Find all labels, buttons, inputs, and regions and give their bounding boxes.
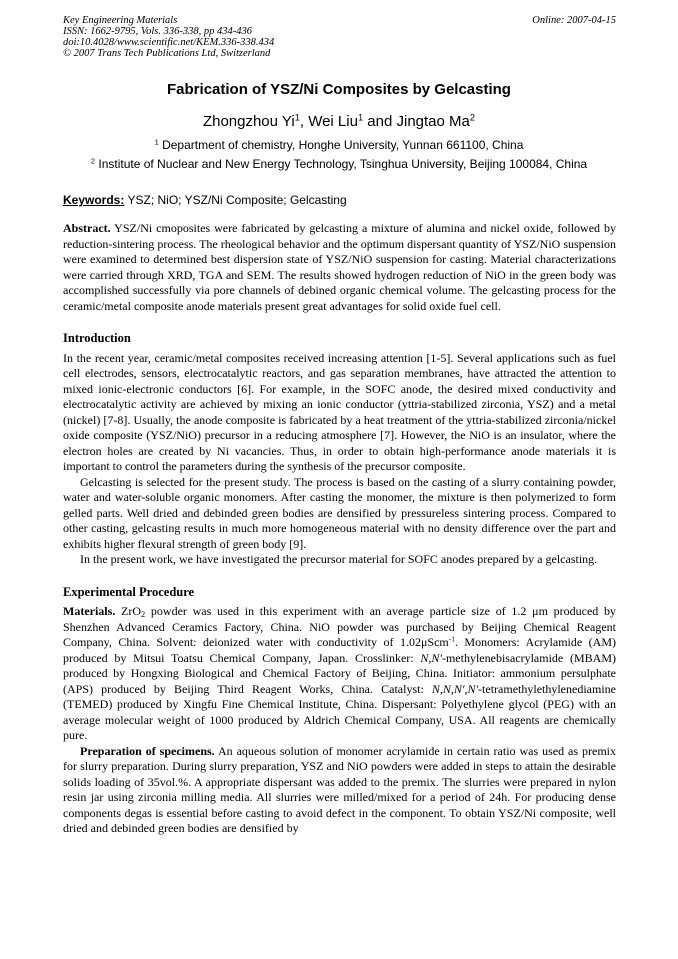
abstract: [63, 221, 616, 314]
abstract-text: YSZ/Ni cmoposites were fabricated by gelcasting a mixture of alumina and nickel oxide, followed by reduction-sintering process. The rheological behavior and the optimum dispersant quantity of YSZ/NiO suspension were examined to determined best dispersion state of YSZ/NiO suspension for casting. Material characterizations were carried through XRD, TGA and SEM. The results showed hydrogen reduction of NiO in the green body was accomplished successfully via pore channels of debined organic chemical volume. The gelcasting process for the ceramic/metal composite anode materials present great advantages for solid oxide fuel cell.: [63, 221, 616, 313]
paper-title: Fabrication of YSZ/Ni Composites by Gelcasting: [167, 81, 511, 98]
intro-paragraph: Gelcasting is selected for the present study. The process is based on the casting of a slurry containing powder, water and water-soluble organic monomers. After casting the monomer, the mixture is then polymerized to form gelled parts. Well dried and debinded green bodies are densified by pressureless sintering process. Compared to other casting, gelcasting results in much more homogeneous material with no density difference over the part and exhibits higher flexural strength of green body [9].: [63, 474, 616, 551]
journal-name: Key Engineering Materials: [63, 15, 178, 26]
issn-line: ISSN: 1662-9795, Vols. 336-338, pp 434-436: [63, 26, 252, 37]
preparation-paragraph: [63, 744, 616, 837]
online-date: Online: 2007-04-15: [532, 15, 616, 26]
materials-text: -methylenebisacrylamide (MBAM) produced by Hongxing Biological and Chemical Factory of Beijing, China. Initiator: ammonium persulphate (APS) produced by Beijing Third Reagent Works, China. Catalyst:: [63, 650, 616, 696]
intro-paragraph: In the recent year, ceramic/metal composites received increasing attention [1-5]. Several applications such as fuel cell electrodes, sensors, electrocatalytic reactors, and gas separation membranes, have attracted the attention to mixed ionic-electronic conductors [6]. For example, in the SOFC anode, the desired mixed conductivity and electrocatalytic activity are achieved by mixing an ionic conductor (yttria-stabilized zirconia, YSZ) and a metal (nickel) [7-8]. Usually, the anode composite is fabricated by a heat treatment of the yttria-stabilized zirconia/nickel oxide composite (YSZ/NiO) precursor in a reducing atmosphere [7]. However, the NiO is an insulator, where the electron holes are created by Ni vacancies. Thus, in order to obtain high-performance anode materials it is important to control the parameters during the synthesis of the precursor composite.: [63, 350, 616, 473]
author-separator: and: [363, 113, 397, 130]
preparation-label: Preparation of specimens.: [80, 743, 215, 758]
keywords-text: YSZ; NiO; YSZ/Ni Composite; Gelcasting: [124, 193, 347, 207]
author-separator: ,: [299, 113, 309, 130]
keywords-colon: :: [120, 193, 125, 207]
affiliation-mark: 1: [294, 112, 300, 123]
affiliation-text: Department of chemistry, Honghe University, Yunnan 661100, China: [162, 138, 524, 152]
preparation-text: An aqueous solution of monomer acrylamide in certain ratio was used as premix for slurry preparation. During slurry preparation, YSZ and NiO powders were added in steps to attain the desirable solids loading of 35vol.%. A appropriate dispersant was added to the premix. The slurries were prepared in nylon resin jar using zirconia milling media. All slurries were milled/mixed for a period of 24h. For producing dense components degas is essential before casting to avoid defect in the component. To obtain YSZ/Ni composite, well dried and debinded green bodies are densified by: [63, 743, 617, 835]
copyright-line: © 2007 Trans Tech Publications Ltd, Switzerland: [63, 48, 271, 59]
abstract-label: Abstract.: [63, 221, 111, 235]
author-name: Zhongzhou Yi: [202, 113, 295, 130]
affiliation-1: [0, 138, 678, 152]
materials-text: -tetramethylethylenediamine (TEMED) produced by Xingfu Fine Chemical Institute, China. Dispersant: Polyethylene glycol (PEG) with an average molecular weight of 1000 produced by Aldrich Chemical Company, USA. All reagents are chemically pure.: [63, 681, 616, 742]
affiliation-mark: 2: [469, 112, 476, 123]
keywords: [63, 193, 616, 207]
materials-text: . Monomers: Acrylamide (AM) produced by Mitsui Toatsu Chemical Company, Japan. Crosslinker:: [63, 635, 616, 665]
author-name: Jingtao Ma: [396, 113, 470, 130]
affiliation-mark: 1: [357, 112, 364, 123]
doi-line: doi:10.4028/www.scientific.net/KEM.336-338.434: [63, 37, 275, 48]
chemical-prefix: N,N': [420, 650, 442, 665]
paper-body: [63, 221, 616, 837]
materials-text: powder was used in this experiment with an average particle size of 1.2 μm produced by Shenzhen Advanced Ceramics Factory, China. NiO powder was purchased by Beijing Chemical Reagent Company, China. Solvent: deionized water with conductivity of 1.02μScm: [63, 604, 616, 649]
experimental-heading: Experimental Procedure: [63, 584, 195, 599]
subscript: 2: [141, 610, 146, 620]
materials-paragraph: [63, 604, 616, 744]
author-list: [0, 113, 678, 130]
keywords-label: Keywords: [63, 193, 121, 207]
affiliation-number: 1: [154, 137, 159, 147]
author-name: Wei Liu: [308, 113, 358, 130]
superscript: -1: [448, 634, 455, 644]
materials-label: Materials.: [63, 604, 116, 618]
affiliation-text: Institute of Nuclear and New Energy Technology, Tsinghua University, Beijing 100084, China: [98, 157, 588, 171]
intro-paragraph: In the present work, we have investigated the precursor material for SOFC anodes prepared by a gelcasting.: [80, 552, 598, 566]
introduction-heading: Introduction: [63, 331, 131, 345]
affiliation-2: [0, 157, 678, 171]
journal-header: [63, 15, 616, 59]
affiliation-number: 2: [90, 156, 96, 166]
chemical-prefix: N,N,N',N': [431, 681, 479, 696]
materials-text: ZrO: [115, 604, 142, 618]
